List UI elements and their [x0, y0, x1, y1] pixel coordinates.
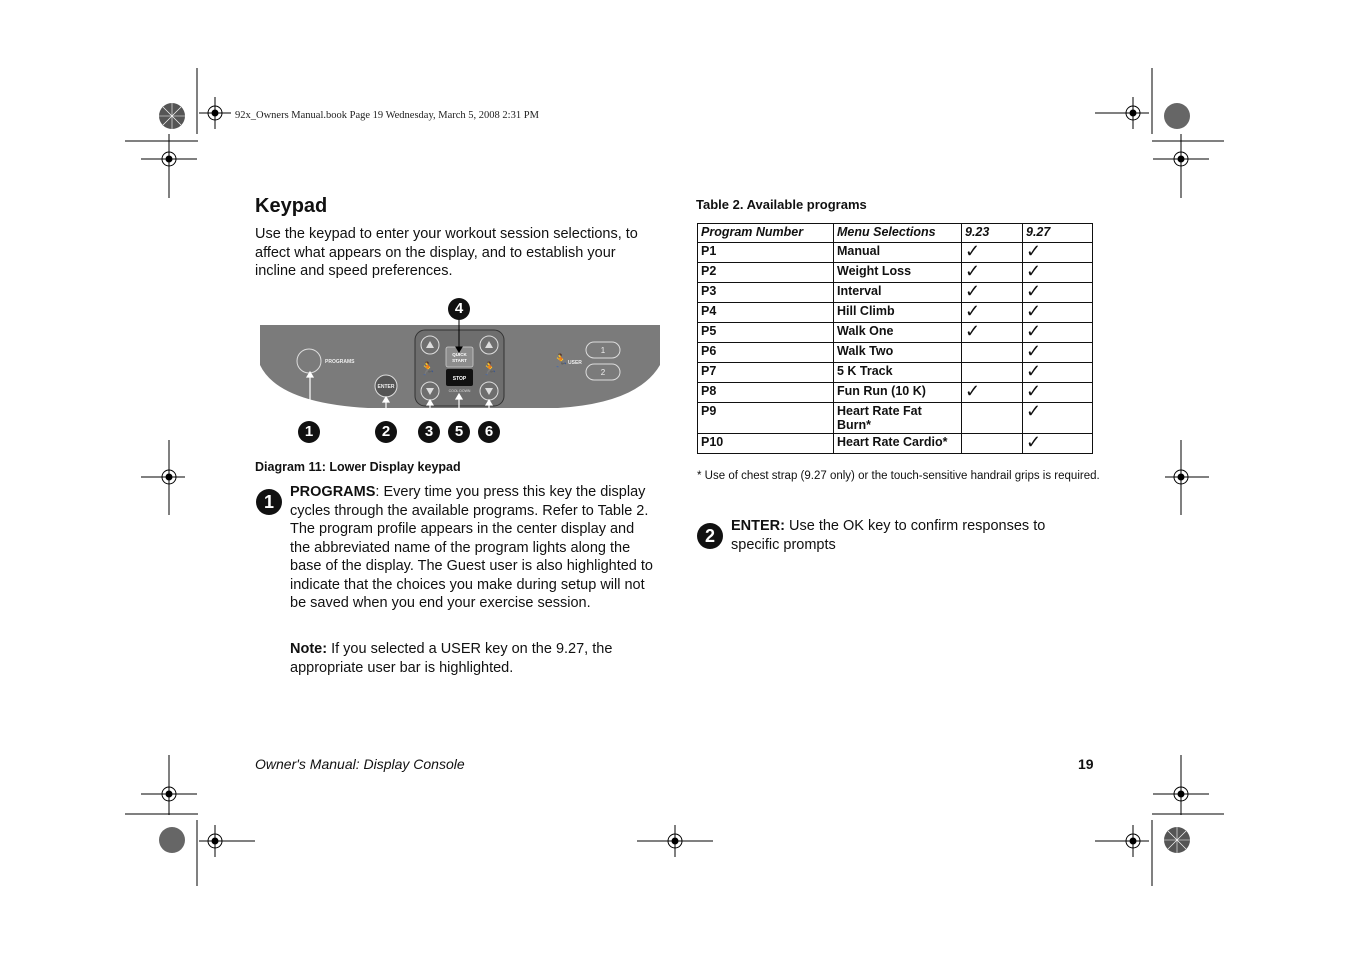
- page-number: 19: [1078, 756, 1094, 772]
- item1-text: : Every time you press this key the display cycles through the available programs. Refer to Table 2. The program profile appears in the center display and the abbreviated name of the program lights along the base of the display. The Guest user is also highlighted to indicate that the choices you make during setup will not be saved when you end your exercise session.: [290, 484, 653, 611]
- header-923: 9.23: [962, 224, 1023, 243]
- incline-runner-icon: 🏃: [419, 361, 437, 376]
- header-program-number: Program Number: [698, 224, 834, 243]
- item1-note: [290, 640, 655, 677]
- table-header-row: [698, 224, 1093, 243]
- menu-selection-cell: Fun Run (10 K): [834, 383, 962, 403]
- check-927-cell: ✓: [1023, 303, 1093, 323]
- item1-key: PROGRAMS: [290, 484, 376, 500]
- item1-note-text: If you selected a USER key on the 9.27, the appropriate user bar is highlighted.: [290, 641, 613, 676]
- program-number-cell: P8: [698, 383, 834, 403]
- program-number-cell: P9: [698, 403, 834, 434]
- check-927-cell: ✓: [1023, 243, 1093, 263]
- table-row: [698, 283, 1093, 303]
- user-key-label: USER: [568, 360, 582, 366]
- table-row: [698, 303, 1093, 323]
- diagram-caption: Diagram 11: Lower Display keypad: [255, 460, 461, 474]
- menu-selection-cell: Walk Two: [834, 343, 962, 363]
- menu-selection-cell: 5 K Track: [834, 363, 962, 383]
- check-923-cell: [962, 434, 1023, 454]
- header-note: 92x_Owners Manual.book Page 19 Wednesday, March 5, 2008 2:31 PM: [235, 110, 539, 121]
- table-row: [698, 383, 1093, 403]
- check-923-cell: ✓: [962, 283, 1023, 303]
- menu-selection-cell: Heart Rate Cardio*: [834, 434, 962, 454]
- callout-3: 3: [418, 421, 440, 443]
- check-927-cell: ✓: [1023, 434, 1093, 454]
- user-runner-icon: 🏃: [552, 353, 570, 368]
- user-1-label: 1: [600, 346, 606, 355]
- quick-start-label-1: QUICK: [452, 352, 467, 357]
- program-number-cell: P5: [698, 323, 834, 343]
- check-923-cell: ✓: [962, 243, 1023, 263]
- cool-down-label: COOL DOWN: [448, 389, 471, 393]
- check-923-cell: ✓: [962, 323, 1023, 343]
- menu-selection-cell: Manual: [834, 243, 962, 263]
- item2-key: ENTER:: [731, 518, 785, 534]
- check-923-cell: ✓: [962, 303, 1023, 323]
- check-927-cell: ✓: [1023, 383, 1093, 403]
- item2-paragraph: [731, 517, 1091, 554]
- programs-table: [697, 223, 1093, 454]
- program-number-cell: P4: [698, 303, 834, 323]
- program-number-cell: P1: [698, 243, 834, 263]
- menu-selection-cell: Weight Loss: [834, 263, 962, 283]
- check-927-cell: ✓: [1023, 363, 1093, 383]
- check-927-cell: ✓: [1023, 323, 1093, 343]
- table-row: [698, 323, 1093, 343]
- quick-start-label-2: START: [452, 358, 467, 363]
- program-number-cell: P2: [698, 263, 834, 283]
- menu-selection-cell: Walk One: [834, 323, 962, 343]
- check-927-cell: ✓: [1023, 283, 1093, 303]
- callout-6: 6: [478, 421, 500, 443]
- callout-4: 4: [448, 298, 470, 320]
- speed-runner-icon: 🏃: [481, 361, 499, 376]
- keypad-diagram: [258, 295, 663, 450]
- check-923-cell: [962, 343, 1023, 363]
- table-row: [698, 343, 1093, 363]
- check-923-cell: ✓: [962, 383, 1023, 403]
- menu-selection-cell: Heart Rate Fat Burn*: [834, 403, 962, 434]
- table-row: [698, 243, 1093, 263]
- check-927-cell: ✓: [1023, 343, 1093, 363]
- callout-1: 1: [298, 421, 320, 443]
- table-title: Table 2. Available programs: [696, 197, 867, 212]
- table-row: [698, 403, 1093, 434]
- check-927-cell: ✓: [1023, 263, 1093, 283]
- stop-key-label: STOP: [452, 376, 467, 382]
- table-footnote: * Use of chest strap (9.27 only) or the touch-sensitive handrail grips is required.: [697, 470, 1100, 482]
- item1-marker: 1: [256, 489, 282, 515]
- footer-title: Owner's Manual: Display Console: [255, 756, 465, 772]
- table-row: [698, 363, 1093, 383]
- header-927: 9.27: [1023, 224, 1093, 243]
- item1-paragraph: [290, 483, 655, 613]
- item2-text: Use the OK key to confirm responses to specific prompts: [731, 518, 1046, 553]
- check-923-cell: [962, 403, 1023, 434]
- user-2-label: 2: [600, 368, 606, 377]
- menu-selection-cell: Hill Climb: [834, 303, 962, 323]
- enter-key-label: ENTER: [377, 384, 395, 390]
- program-number-cell: P10: [698, 434, 834, 454]
- callout-5: 5: [448, 421, 470, 443]
- program-number-cell: P6: [698, 343, 834, 363]
- section-title: Keypad: [255, 195, 328, 217]
- programs-key-label: PROGRAMS: [325, 359, 355, 365]
- check-923-cell: ✓: [962, 263, 1023, 283]
- program-number-cell: P7: [698, 363, 834, 383]
- check-927-cell: ✓: [1023, 403, 1093, 434]
- table-row: [698, 434, 1093, 454]
- intro-paragraph: Use the keypad to enter your workout session selections, to affect what appears on the display, and to establish your incline and speed preferences.: [255, 226, 638, 279]
- header-menu-selections: Menu Selections: [834, 224, 962, 243]
- program-number-cell: P3: [698, 283, 834, 303]
- callout-2: 2: [375, 421, 397, 443]
- check-923-cell: [962, 363, 1023, 383]
- item2-marker: 2: [697, 523, 723, 549]
- table-row: [698, 263, 1093, 283]
- menu-selection-cell: Interval: [834, 283, 962, 303]
- item1-note-label: Note:: [290, 641, 328, 657]
